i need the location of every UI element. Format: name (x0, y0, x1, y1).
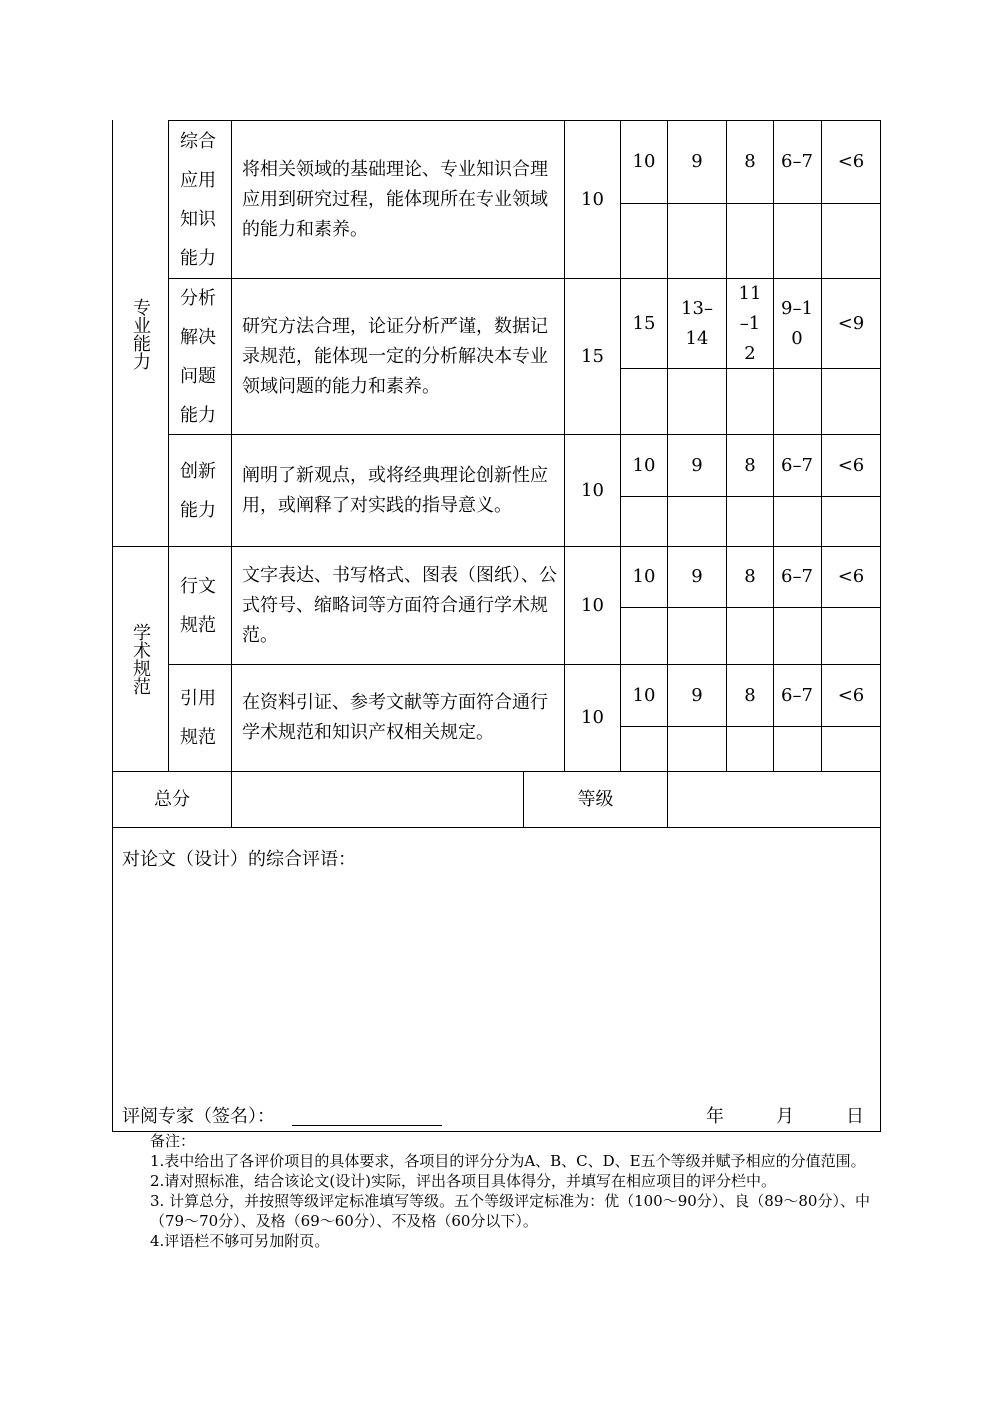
grade-c: 8 (744, 454, 756, 476)
item-label: 行文规范 (180, 575, 216, 636)
grade-label: 等级 (577, 789, 614, 810)
item-description: 在资料引证、参考文献等方面符合通行学术规范和知识产权相关规定。 (242, 692, 548, 743)
grade-a: 10 (632, 454, 656, 476)
max-score: 10 (581, 594, 604, 616)
item-label: 综合应用知识能力 (180, 130, 216, 269)
grade-a: 10 (632, 684, 656, 706)
score-input-cell[interactable] (621, 204, 880, 278)
category-professional: 专业能力 (130, 297, 151, 370)
col-line (231, 120, 232, 828)
note-item: 3. 计算总分，并按照等级评定标准填写等级。五个等级评定标准为：优（100～90分）、良（89～80分）、中（79～70分）、及格（69～60分）、不及格（60分以下）。 (150, 1192, 870, 1230)
max-score: 10 (581, 479, 604, 501)
note-item: 4.评语栏不够可另加附页。 (150, 1232, 330, 1250)
score-input-cell[interactable] (621, 369, 880, 434)
grade-a: 15 (632, 312, 656, 334)
grade-d: 6–7 (781, 454, 813, 476)
note-item: 2.请对照标准，结合该论文(设计)实际，评出各项目具体得分，并填写在相应项目的评分栏中。 (150, 1172, 777, 1190)
score-input-cell[interactable] (621, 497, 880, 546)
comment-textarea[interactable] (113, 872, 880, 1097)
item-description: 将相关领域的基础理论、专业知识合理应用到研究过程，能体现所在专业领域的能力和素养。 (242, 158, 548, 240)
grade-b: 9 (691, 151, 703, 172)
total-score-field[interactable] (232, 772, 523, 827)
grade-c: 8 (744, 566, 756, 587)
date-day: 日 (846, 1106, 864, 1127)
total-label: 总分 (154, 789, 190, 810)
grade-b: 13–14 (681, 297, 713, 349)
date-month: 月 (776, 1106, 794, 1127)
grade-e: <6 (837, 151, 865, 172)
grade-d: 9–10 (781, 297, 813, 349)
item-description: 阐明了新观点，或将经典理论创新性应用，或阐释了对实践的指导意义。 (242, 464, 548, 516)
score-input-cell[interactable] (621, 727, 880, 771)
grade-c: 11–12 (738, 282, 762, 364)
item-label: 分析解决问题能力 (180, 287, 216, 426)
grade-e: <6 (837, 566, 865, 587)
notes (150, 1131, 870, 1251)
category-academic: 学术规范 (130, 623, 151, 695)
grade-d: 6–7 (781, 566, 813, 587)
signature-line[interactable] (292, 1125, 442, 1126)
max-score: 15 (581, 345, 604, 367)
grade-c: 8 (744, 684, 756, 706)
grade-d: 6–7 (781, 151, 813, 172)
row-line (112, 827, 881, 828)
grade-a: 10 (632, 151, 656, 172)
grade-b: 9 (691, 454, 703, 476)
grade-e: <6 (837, 684, 865, 706)
score-input-cell[interactable] (621, 608, 880, 664)
comment-label: 对论文（设计）的综合评语： (122, 849, 356, 870)
item-description: 研究方法合理，论证分析严谨，数据记录规范，能体现一定的分析解决本专业领域问题的能力和素养。 (242, 315, 548, 397)
grade-b: 9 (691, 566, 703, 587)
item-label: 引用规范 (180, 688, 216, 748)
item-label: 创新能力 (180, 460, 216, 521)
col-line (880, 120, 881, 1132)
date-year: 年 (706, 1106, 724, 1127)
grade-b: 9 (691, 684, 703, 706)
grade-e: <9 (837, 312, 865, 334)
grade-c: 8 (744, 151, 756, 172)
max-score: 10 (581, 707, 604, 728)
grade-field[interactable] (668, 772, 880, 827)
grade-a: 10 (632, 566, 656, 587)
max-score: 10 (581, 188, 604, 210)
note-item: 1.表中给出了各评价项目的具体要求，各项目的评分分为A、B、C、D、E五个等级并赋予相应的分值范围。 (150, 1152, 866, 1170)
notes-title: 备注： (150, 1132, 196, 1150)
grade-e: <6 (837, 454, 865, 476)
item-description: 文字表达、书写格式、图表（图纸）、公式符号、缩略词等方面符合通行学术规范。 (242, 564, 557, 646)
col-line (168, 120, 169, 772)
signer-label: 评阅专家（签名）： (122, 1106, 275, 1127)
grade-d: 6–7 (781, 684, 813, 706)
